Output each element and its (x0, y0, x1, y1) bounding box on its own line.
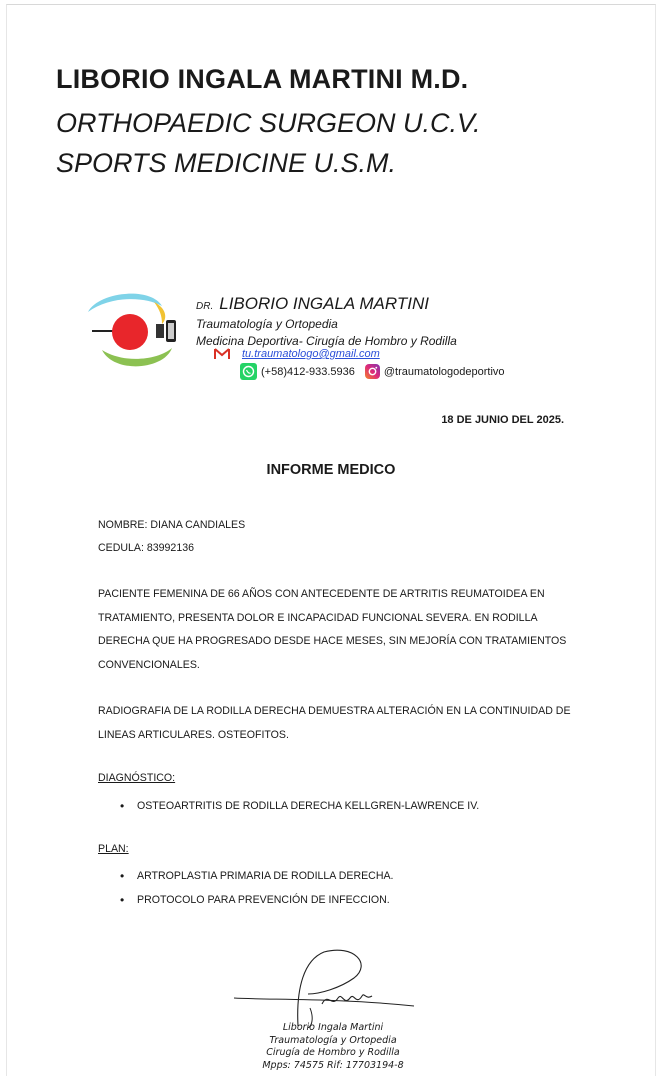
card-doctor-name (196, 294, 536, 314)
card-specialty: Traumatología y Ortopedia (196, 317, 338, 331)
patient-name: NOMBRE: DIANA CANDIALES (98, 519, 246, 531)
plan-item: • ARTROPLASTIA PRIMARIA DE RODILLA DERECHA. (120, 864, 393, 888)
stamp-registry: Mpps: 74575 Rif: 17703194-8 (262, 1059, 404, 1071)
header-sports-line: SPORTS MEDICINE U.S.M. (56, 148, 397, 178)
stamp-subspecialty: Cirugía de Hombro y Rodilla (266, 1047, 400, 1059)
diagnosis-item: • OSTEOARTRITIS DE RODILLA DERECHA KELLGREN-LAWRENCE IV. (120, 794, 479, 818)
radiography-paragraph: RADIOGRAFIA DE LA RODILLA DERECHA DEMUESTRA ALTERACIÓN EN LA CONTINUIDAD DE LINEAS ARTICULARES. OSTEOFITOS. (98, 705, 571, 741)
card-name-text: LIBORIO INGALA MARTINI (219, 294, 429, 313)
gmail-icon (214, 348, 230, 360)
card-prefix: DR. (196, 301, 214, 312)
diagnosis-list (120, 794, 479, 818)
patient-id: CEDULA: 83992136 (98, 542, 194, 554)
header-specialty-line: ORTHOPAEDIC SURGEON U.C.V. (56, 108, 481, 138)
card-email-row (214, 348, 380, 360)
report-date: 18 DE JUNIO DEL 2025. (441, 414, 564, 426)
card-email-link[interactable]: tu.traumatologo@gmail.com (242, 348, 380, 360)
whatsapp-icon (240, 363, 257, 380)
card-contact-row (240, 363, 505, 380)
card-instagram: @traumatologodeportivo (383, 365, 505, 378)
signature (228, 948, 428, 1028)
card-subspecialty: Medicina Deportiva- Cirugía de Hombro y Rodilla (196, 334, 457, 348)
doctor-name-header: LIBORIO INGALA MARTINI M.D. (56, 64, 469, 94)
instagram-icon (365, 364, 380, 379)
clinical-history-paragraph: PACIENTE FEMENINA DE 66 AÑOS CON ANTECEDENTE DE ARTRITIS REUMATOIDEA EN TRATAMIENTO, PRESENTA DOLOR E INCAPACIDAD FUNCIONAL SEVERA. EN RODILLA DERECHA QUE HA PROGRESADO DESDE HACE MESES, SIN MEJORÍA CON TRATAMIENTOS CONVENCIONALES. (98, 588, 567, 671)
clinic-logo-icon (84, 290, 184, 372)
business-card (196, 294, 536, 348)
report-title: INFORME MEDICO (266, 462, 396, 478)
doctor-stamp (248, 1022, 418, 1072)
plan-list (120, 864, 393, 912)
stamp-specialty: Traumatología y Ortopedia (269, 1034, 397, 1046)
diagnosis-heading: DIAGNÓSTICO: (98, 772, 176, 784)
plan-heading: PLAN: (98, 843, 129, 855)
card-phone: (+58)412-933.5936 (261, 365, 355, 378)
stamp-name: Liborio Ingala Martini (282, 1022, 384, 1033)
plan-item: • PROTOCOLO PARA PREVENCIÓN DE INFECCION. (120, 888, 393, 912)
